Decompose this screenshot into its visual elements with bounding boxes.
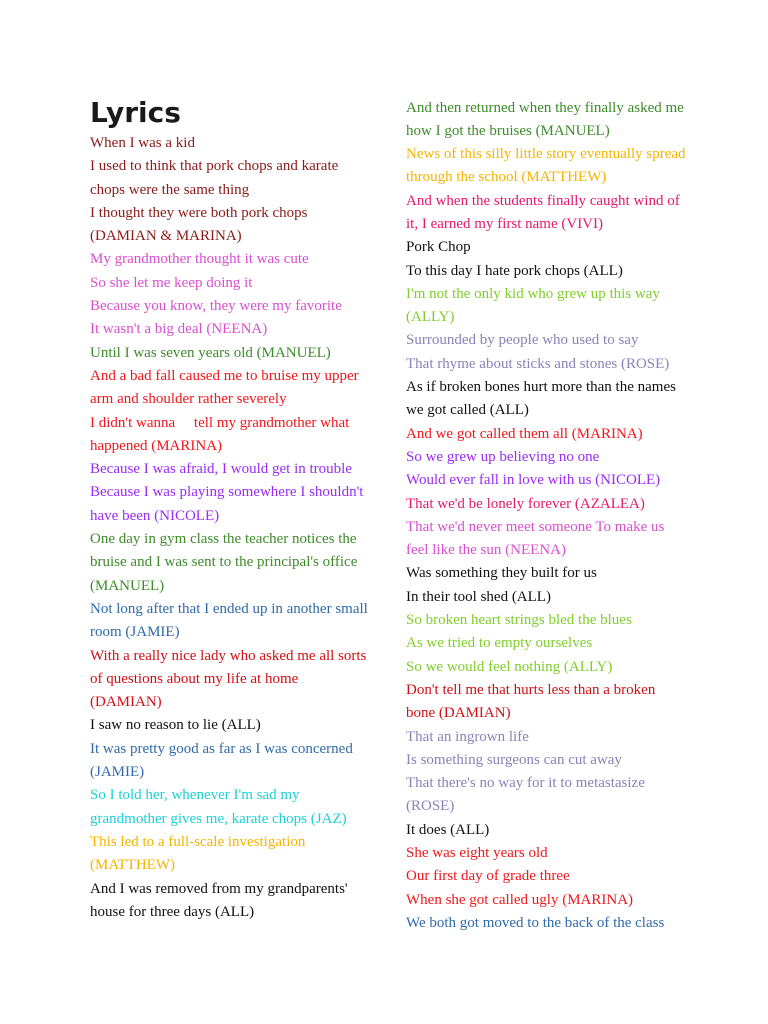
- lyrics-left-list: [90, 132, 372, 924]
- lyric-line: To this day I hate pork chops (ALL): [406, 262, 623, 279]
- lyric-line: And then returned when they finally asked me how I got the bruises (MANUEL): [406, 99, 688, 139]
- lyric-line: My grandmother thought it was cute: [90, 251, 309, 268]
- lyric-line: It wasn't a big deal (NEENA): [90, 321, 268, 338]
- lyric-line: That there's no way for it to metastasize (ROSE): [406, 775, 649, 815]
- lyric-line: And a bad fall caused me to bruise my upper arm and shoulder rather severely: [90, 367, 363, 408]
- lyric-line: I used to think that pork chops and karate chops were the same thing: [90, 158, 343, 198]
- lyric-line: I thought they were both pork chops (DAMIAN & MARINA): [90, 204, 312, 245]
- lyric-line: News of this silly little story eventually spread through the school (MATTHEW): [406, 146, 690, 186]
- lyric-line: Would ever fall in love with us (NICOLE): [406, 472, 661, 489]
- lyric-line: Because I was playing somewhere I shouldn't have been (NICOLE): [90, 484, 368, 524]
- lyric-line: Because I was afraid, I would get in trouble: [90, 461, 352, 478]
- lyric-line: So I told her, whenever I'm sad my grandmother gives me, karate chops (JAZ): [90, 787, 347, 827]
- lyric-line: So broken heart strings bled the blues: [406, 612, 632, 629]
- lyric-line: That we'd never meet someone To make us feel like the sun (NEENA): [406, 518, 669, 559]
- page-title: Lyrics: [90, 96, 181, 129]
- lyric-line: When she got called ugly (MARINA): [406, 891, 634, 908]
- lyric-line: It was pretty good as far as I was concerned (JAMIE): [90, 740, 357, 781]
- lyric-line: And we got called them all (MARINA): [406, 425, 643, 442]
- lyric-line: Is something surgeons can cut away: [406, 751, 622, 768]
- lyric-line: I saw no reason to lie (ALL): [90, 717, 261, 734]
- lyric-line: We both got moved to the back of the class: [406, 914, 665, 931]
- lyric-line: And I was removed from my grandparents' house for three days (ALL): [90, 880, 352, 920]
- lyric-line: Was something they built for us: [406, 565, 597, 582]
- lyric-line: I didn't wanna tell my grandmother what happened (MARINA): [90, 414, 354, 454]
- lyric-line: This led to a full-scale investigation (MATTHEW): [90, 833, 310, 874]
- lyric-line: Don't tell me that hurts less than a broken bone (DAMIAN): [406, 681, 660, 722]
- right-column: [406, 97, 688, 936]
- lyric-line: Because you know, they were my favorite: [90, 298, 342, 315]
- lyrics-right-list: [406, 97, 688, 936]
- lyric-line: She was eight years old: [406, 845, 548, 861]
- lyric-line: That an ingrown life: [406, 728, 529, 745]
- lyric-line: One day in gym class the teacher notices the bruise and I was sent to the principal's office (MANUEL): [90, 531, 362, 594]
- lyric-line: Surrounded by people who used to say: [406, 332, 639, 349]
- lyric-line: That we'd be lonely forever (AZALEA): [406, 495, 645, 512]
- lyric-line: That rhyme about sticks and stones (ROSE): [406, 355, 670, 372]
- lyric-line: Our first day of grade three: [406, 868, 570, 885]
- lyric-line: I'm not the only kid who grew up this way (ALLY): [406, 285, 664, 326]
- lyric-line: Not long after that I ended up in another small room (JAMIE): [90, 600, 372, 641]
- lyric-line: In their tool shed (ALL): [406, 588, 551, 605]
- lyric-line: Until I was seven years old (MANUEL): [90, 344, 331, 361]
- lyric-line: As we tried to empty ourselves: [406, 635, 593, 652]
- lyric-line: So she let me keep doing it: [90, 274, 253, 291]
- lyric-line: So we grew up believing no one: [406, 448, 600, 465]
- left-column: [90, 96, 372, 924]
- lyric-line: Pork Chop: [406, 239, 471, 256]
- lyric-line: So we would feel nothing (ALLY): [406, 658, 613, 675]
- lyric-line: It does (ALL): [406, 821, 490, 838]
- lyric-line: As if broken bones hurt more than the names we got called (ALL): [406, 379, 680, 419]
- lyric-line: With a really nice lady who asked me all sorts of questions about my life at home (DAMIAN): [90, 647, 371, 711]
- lyric-line: When I was a kid: [90, 135, 195, 151]
- lyric-line: And when the students finally caught wind of it, I earned my first name (VIVI): [406, 192, 684, 232]
